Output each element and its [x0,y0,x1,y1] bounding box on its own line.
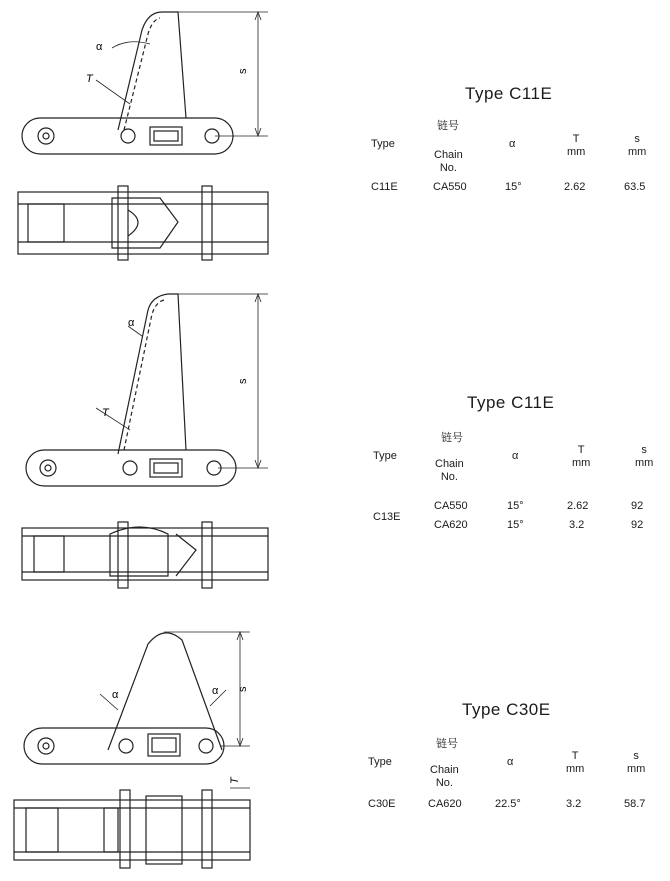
cell-alpha: 15° [507,500,524,512]
header-t: T mm [572,444,591,469]
t-label: T [229,777,241,784]
section-c13e [0,290,670,610]
c11e-attachment-drawing [0,0,330,290]
header-t: T mm [566,750,585,775]
header-alpha: α [509,138,516,150]
cell-t: 3.2 [569,519,585,531]
header-chain-no: Chain No. [435,458,464,483]
header-s: s mm [627,750,646,775]
cell-alpha: 22.5° [495,798,521,810]
cell-s: 63.5 [624,181,646,193]
section-c11e [0,0,670,290]
header-t: T mm [567,133,586,158]
link-plate [26,450,236,486]
cell-chain: CA550 [433,181,467,193]
cell-s: 58.7 [624,798,646,810]
alpha-label: α [128,317,135,329]
header-alpha: α [512,450,519,462]
section-title: Type C11E [467,393,555,412]
header-type: Type [373,450,397,462]
c13e-attachment-drawing [0,290,330,610]
cell-type: C11E [371,181,398,193]
cell-t: 2.62 [567,500,589,512]
t-label: T [102,407,109,419]
alpha-left-label: α [112,689,119,701]
cell-s: 92 [631,500,644,512]
header-chain-no: Chain No. [434,149,463,174]
section-title: Type C30E [462,700,551,719]
header-s: s mm [635,444,654,469]
t-label: T [86,73,93,85]
section-title: Type C11E [465,84,553,103]
cell-chain: CA620 [428,798,462,810]
cell-t: 2.62 [564,181,586,193]
cell-type: C13E [373,511,401,523]
c30e-attachment-drawing [0,610,330,881]
cell-t: 3.2 [566,798,582,810]
triangle-attachment [108,633,222,750]
s-label: s [237,378,249,384]
cell-chain: CA550 [434,500,468,512]
s-label: s [237,68,249,74]
header-s: s mm [628,133,647,158]
cell-alpha: 15° [505,181,522,193]
cell-type: C30E [368,798,396,810]
cell-alpha: 15° [507,519,524,531]
header-chain-no: Chain No. [430,764,459,789]
header-alpha: α [507,756,514,768]
alpha-right-label: α [212,685,219,697]
cell-s: 92 [631,519,644,531]
header-chain-cn: 链号 [437,120,459,132]
bent-attachment [118,12,186,130]
header-chain-cn: 链号 [441,432,463,444]
cell-chain: CA620 [434,519,468,531]
header-type: Type [368,756,392,768]
s-label: s [237,686,249,692]
header-chain-cn: 链号 [436,738,458,750]
alpha-label: α [96,41,103,53]
section-c30e [0,610,670,881]
header-type: Type [371,138,395,150]
